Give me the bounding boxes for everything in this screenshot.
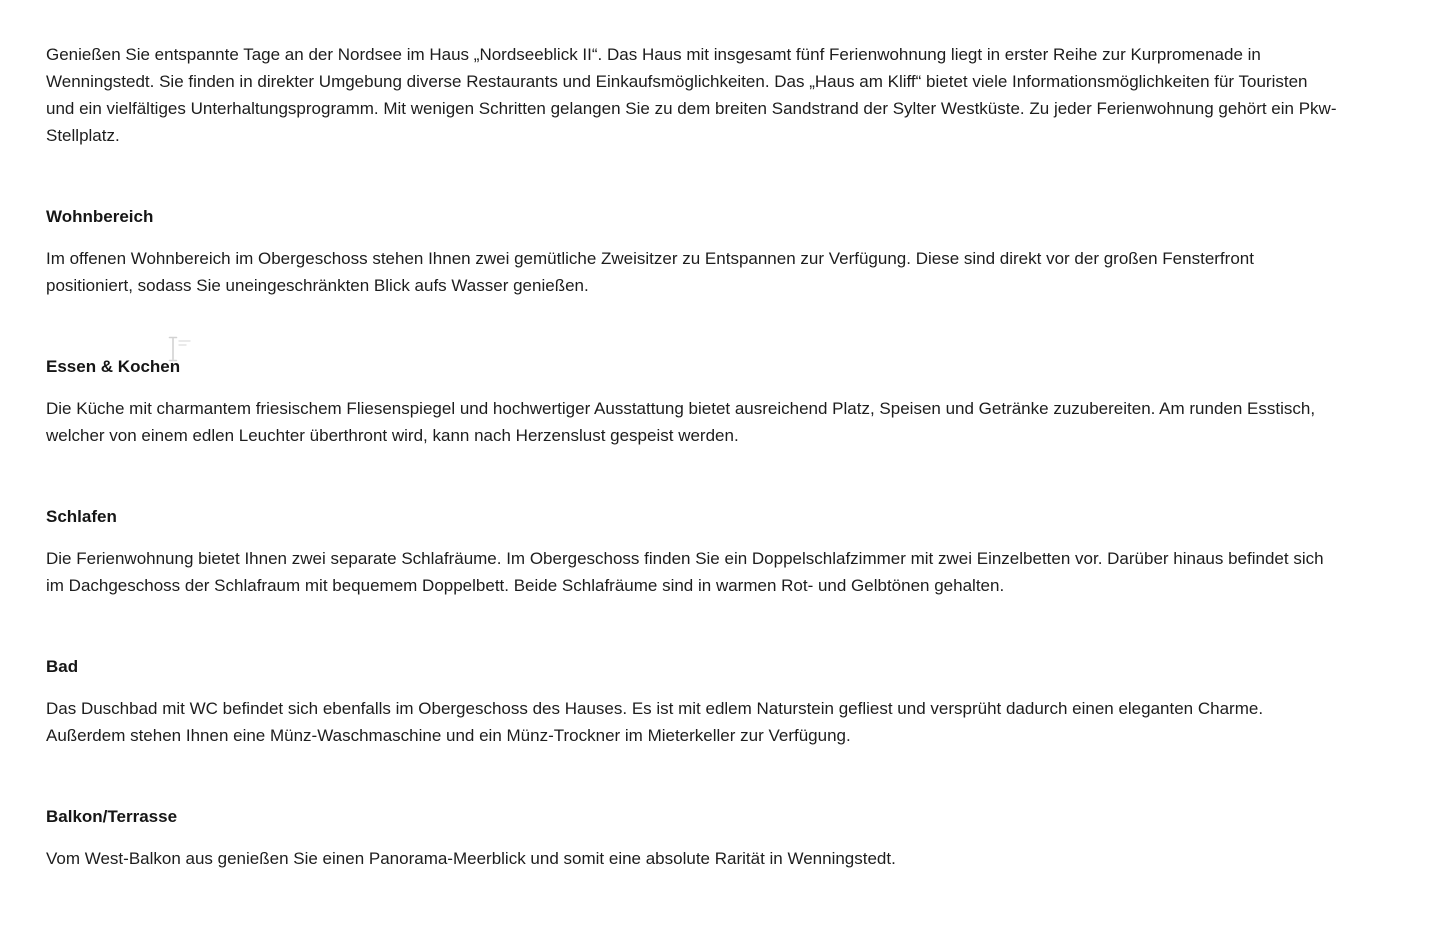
section-essen-kochen [46,353,1340,449]
section-bad [46,653,1340,749]
section-wohnbereich [46,203,1340,299]
section-paragraph-balkon-terrasse: Vom West-Balkon aus genießen Sie einen Panorama-Meerblick und somit eine absolute Rarität in Wenningstedt. [46,849,896,868]
section-heading-schlafen: Schlafen [46,507,117,526]
intro-paragraph: Genießen Sie entspannte Tage an der Nordsee im Haus „Nordseeblick II“. Das Haus mit insgesamt fünf Ferienwohnung liegt in erster Reihe zur Kurpromenade in Wenningstedt. Sie finden in direkter Umgebung diverse Restaurants und Einkaufsmöglichkeiten. Das „Haus am Kliff“ bietet viele Informationsmöglichkeiten für Touristen und ein vielfältiges Unterhaltungsprogramm. Mit wenigen Schritten gelangen Sie zu dem breiten Sandstrand der Sylter Westküste. Zu jeder Ferienwohnung gehört ein Pkw-Stellplatz. [46,45,1337,145]
section-schlafen [46,503,1340,599]
section-heading-balkon-terrasse: Balkon/Terrasse [46,807,178,826]
section-paragraph-schlafen: Die Ferienwohnung bietet Ihnen zwei separate Schlafräume. Im Obergeschoss finden Sie ein Doppelschlafzimmer mit zwei Einzelbetten vor. Darüber hinaus befindet sich im Dachgeschoss der Schlafraum mit bequemem Doppelbett. Beide Schlafräume sind in warmen Rot- und Gelbtönen gehalten. [46,549,1324,595]
section-heading-wohnbereich: Wohnbereich [46,207,154,226]
section-paragraph-wohnbereich: Im offenen Wohnbereich im Obergeschoss stehen Ihnen zwei gemütliche Zweisitzer zu Entspannen zur Verfügung. Diese sind direkt vor der großen Fensterfront positioniert, sodass Sie uneingeschränkten Blick aufs Wasser genießen. [46,249,1254,295]
section-heading-bad: Bad [46,657,79,676]
section-paragraph-essen-kochen: Die Küche mit charmantem friesischem Fliesenspiegel und hochwertiger Ausstattung bietet ausreichend Platz, Speisen und Getränke zuzubereiten. Am runden Esstisch, welcher von einem edlen Leuchter überthront wird, kann nach Herzenslust gespeist werden. [46,399,1316,445]
section-heading-essen-kochen: Essen & Kochen [46,357,181,376]
section-balkon-terrasse [46,803,1340,872]
section-paragraph-bad: Das Duschbad mit WC befindet sich ebenfalls im Obergeschoss des Hauses. Es ist mit edlem Naturstein gefliest und versprüht dadurch einen eleganten Charme. Außerdem stehen Ihnen eine Münz-Waschmaschine und ein Münz-Trockner im Mieterkeller zur Verfügung. [46,699,1264,745]
